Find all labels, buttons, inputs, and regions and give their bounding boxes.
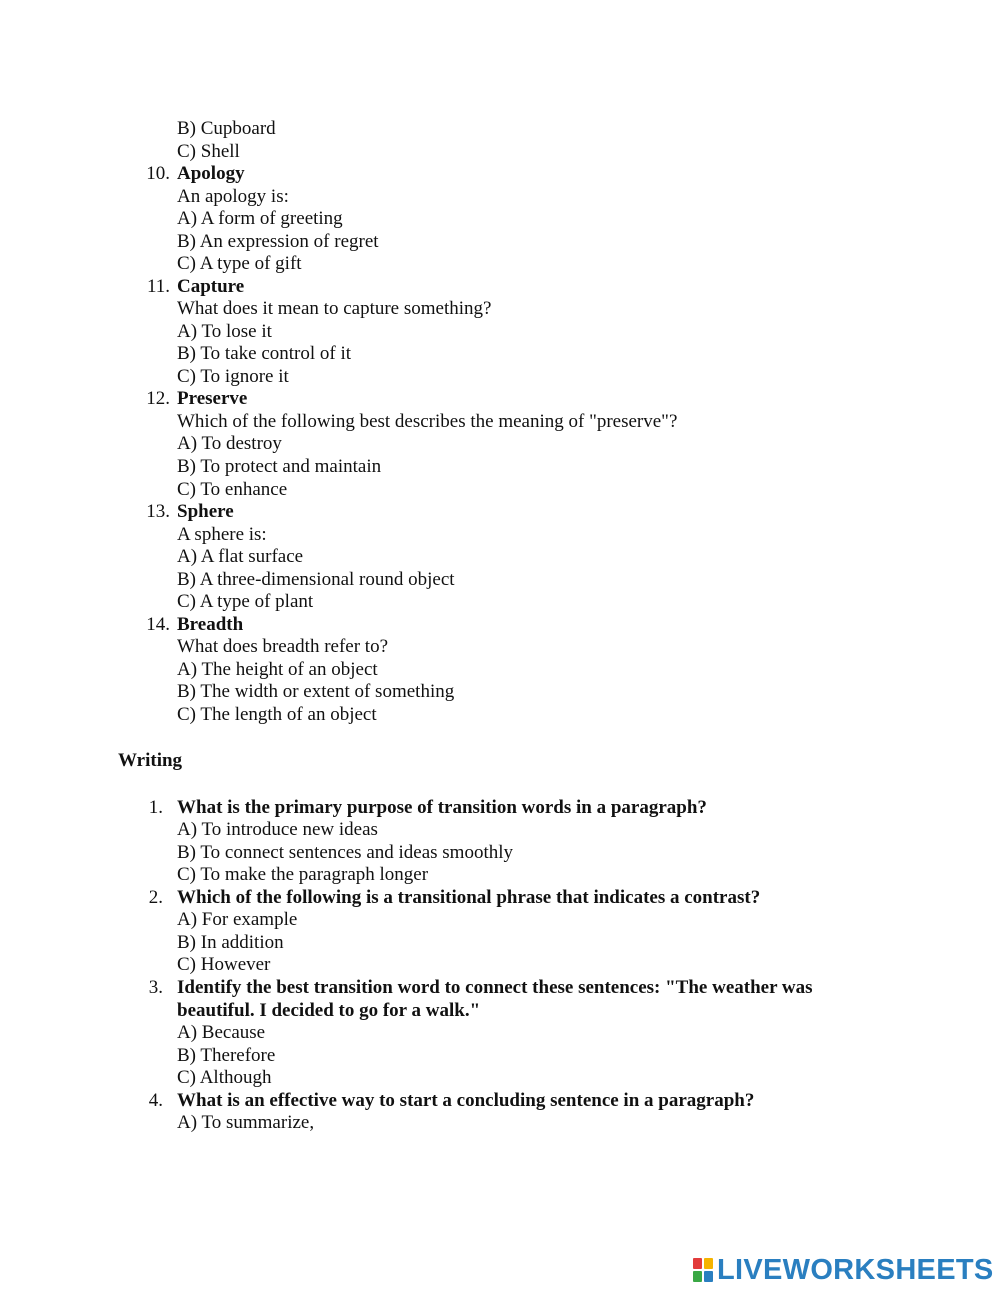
w3-question-line2: beautiful. I decided to go for a walk." <box>177 1000 481 1021</box>
w3-option-b: B) Therefore <box>177 1045 276 1066</box>
q14-option-c: C) The length of an object <box>177 704 377 725</box>
q13-number: 13. <box>146 501 170 522</box>
q12-option-a: A) To destroy <box>177 433 282 454</box>
w2-option-b: B) In addition <box>177 932 284 953</box>
q14-number: 14. <box>146 614 170 635</box>
q10-option-b: B) An expression of regret <box>177 231 379 252</box>
w4-number: 4. <box>148 1090 163 1111</box>
q9-option-c: C) Shell <box>177 141 240 162</box>
q10-option-a: A) A form of greeting <box>177 208 343 229</box>
q11-prompt: What does it mean to capture something? <box>177 298 492 319</box>
q11-word: Capture <box>177 276 245 297</box>
w4-option-a: A) To summarize, <box>177 1112 315 1133</box>
w1-number: 1. <box>148 797 163 818</box>
q10-prompt: An apology is: <box>177 186 289 207</box>
w3-number: 3. <box>148 977 163 998</box>
logo-block-blue <box>704 1271 713 1282</box>
w3-option-c: C) Although <box>177 1067 272 1088</box>
q13-option-c: C) A type of plant <box>177 591 314 612</box>
w3-question-line1: Identify the best transition word to connect these sentences: "The weather was <box>177 977 813 998</box>
liveworksheets-logo-icon <box>693 1258 713 1282</box>
q11-option-c: C) To ignore it <box>177 366 289 387</box>
logo-block-yellow <box>704 1258 713 1269</box>
q14-option-b: B) The width or extent of something <box>177 681 455 702</box>
q11-option-b: B) To take control of it <box>177 343 352 364</box>
q9-option-b: B) Cupboard <box>177 118 276 139</box>
w1-question: What is the primary purpose of transition words in a paragraph? <box>177 797 707 818</box>
q13-prompt: A sphere is: <box>177 524 267 545</box>
q12-number: 12. <box>146 388 170 409</box>
liveworksheets-logo[interactable] <box>693 1254 994 1286</box>
q12-word: Preserve <box>177 388 248 409</box>
q10-number: 10. <box>146 163 170 184</box>
q11-option-a: A) To lose it <box>177 321 272 342</box>
q14-prompt: What does breadth refer to? <box>177 636 389 657</box>
w4-question: What is an effective way to start a concluding sentence in a paragraph? <box>177 1090 755 1111</box>
q11-number: 11. <box>146 276 170 297</box>
logo-block-red <box>693 1258 702 1269</box>
q13-option-b: B) A three-dimensional round object <box>177 569 455 590</box>
q13-word: Sphere <box>177 501 234 522</box>
w3-option-a: A) Because <box>177 1022 266 1043</box>
q12-prompt: Which of the following best describes the meaning of "preserve"? <box>177 411 678 432</box>
q14-option-a: A) The height of an object <box>177 659 378 680</box>
q10-word: Apology <box>177 163 245 184</box>
q13-option-a: A) A flat surface <box>177 546 304 567</box>
w1-option-b: B) To connect sentences and ideas smoothly <box>177 842 514 863</box>
w2-number: 2. <box>148 887 163 908</box>
q12-option-c: C) To enhance <box>177 479 288 500</box>
q14-word: Breadth <box>177 614 244 635</box>
logo-block-green <box>693 1271 702 1282</box>
writing-heading: Writing <box>118 750 183 771</box>
liveworksheets-brand: LIVEWORKSHEETS <box>717 1254 994 1286</box>
w2-option-a: A) For example <box>177 909 298 930</box>
w2-option-c: C) However <box>177 954 271 975</box>
w1-option-c: C) To make the paragraph longer <box>177 864 429 885</box>
q12-option-b: B) To protect and maintain <box>177 456 382 477</box>
w2-question: Which of the following is a transitional phrase that indicates a contrast? <box>177 887 761 908</box>
q10-option-c: C) A type of gift <box>177 253 302 274</box>
w1-option-a: A) To introduce new ideas <box>177 819 378 840</box>
